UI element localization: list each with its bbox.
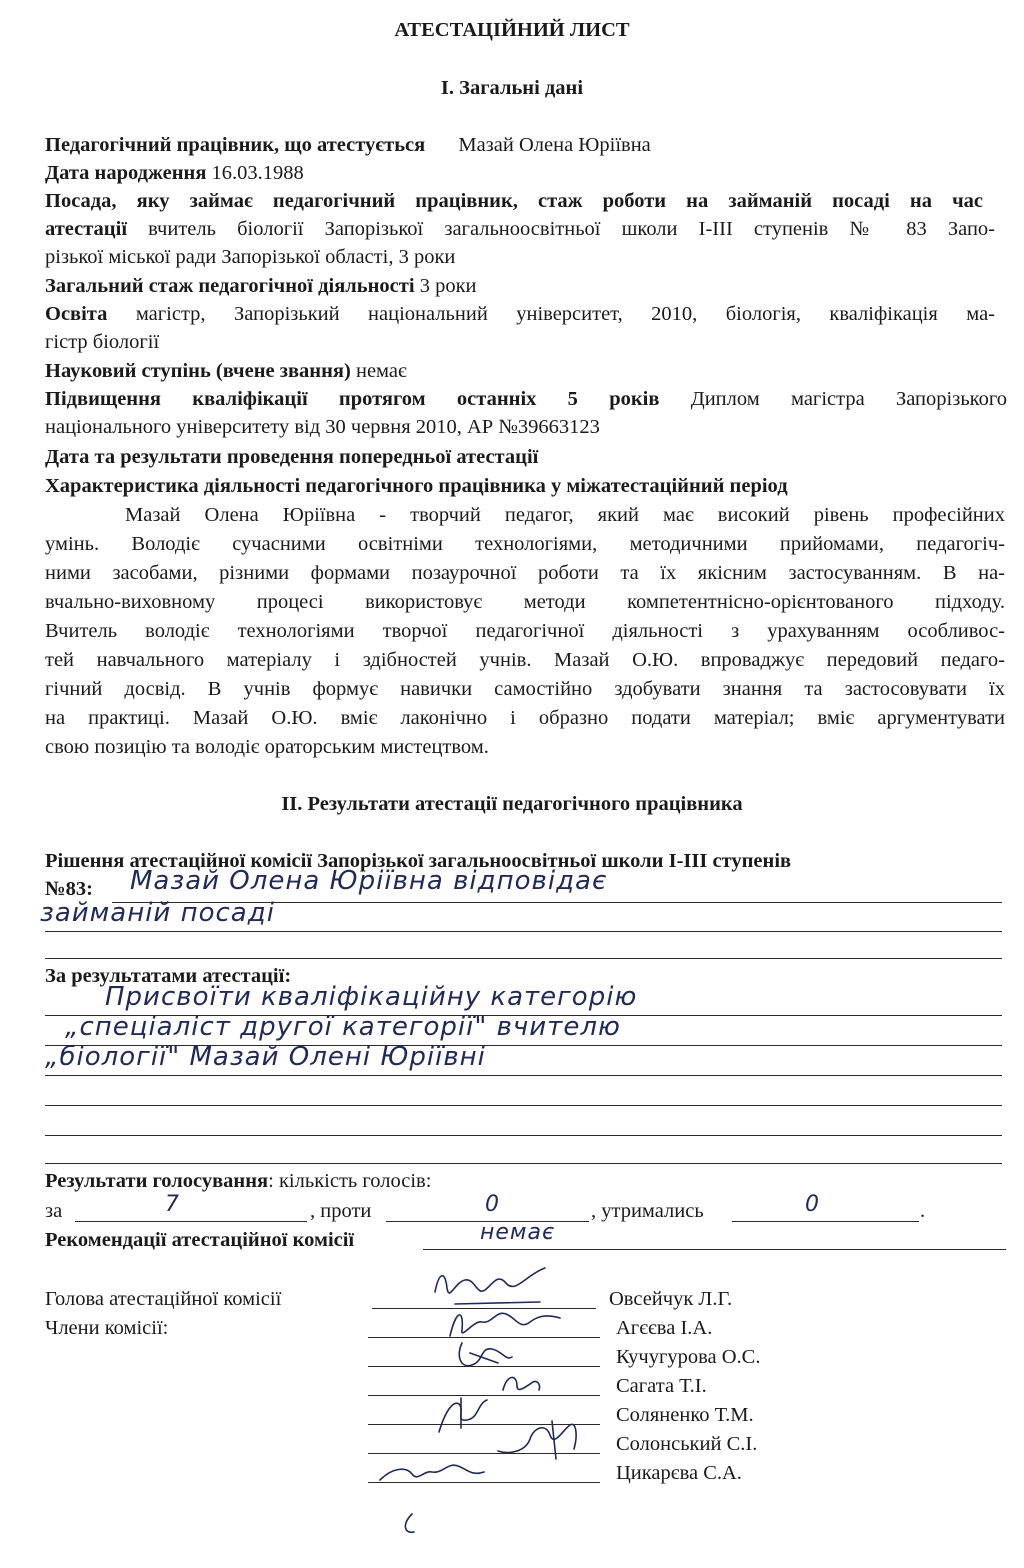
for-line bbox=[75, 1221, 307, 1222]
results-handwritten-1: Присвоїти кваліфікаційну категорію bbox=[105, 982, 638, 1012]
training-value-line-1: Диплом магістра Запорізького bbox=[690, 388, 1007, 410]
member-name-1: Агєєва І.А. bbox=[616, 1317, 713, 1339]
characteristic-line-9: свою позицію та володіє ораторським мистецтвом. bbox=[45, 736, 489, 758]
decision-handwritten-2: займаній посаді bbox=[40, 898, 275, 928]
characteristic-line-6: тей навчального матеріалу і здібностей учнів. Мазай О.Ю. впроваджує передовий педаго- bbox=[45, 649, 1005, 671]
characteristic-line-1: Мазай Олена Юріївна - творчий педагог, який має високий рівень професійних bbox=[125, 504, 1005, 526]
characteristic-line-5: Вчитель володіє технологіями творчої педагогічної діяльності з урахуванням особливос- bbox=[45, 620, 1005, 642]
abstain-period: . bbox=[920, 1200, 926, 1222]
member-name-2: Кучугурова О.С. bbox=[616, 1346, 761, 1368]
experience-label: Загальний стаж педагогічної діяльності bbox=[45, 275, 415, 297]
voting-label: Результати голосування bbox=[45, 1170, 269, 1192]
characteristic-line-8: на практиці. Мазай О.Ю. вміє лаконічно і образно подати матеріал; вміє аргументувати bbox=[45, 707, 1005, 729]
worker-label: Педагогічний працівник, що атестується bbox=[45, 134, 426, 156]
member-name-5: Солонський С.І. bbox=[616, 1433, 758, 1455]
member-signature-6 bbox=[372, 1450, 492, 1540]
characteristic-line-7: гічний досвід. В учнів формує навички самостійно здобувати знання та застосовувати їх bbox=[45, 678, 1005, 700]
member-name-4: Соляненко Т.М. bbox=[616, 1404, 754, 1426]
abstain-value: 0 bbox=[805, 1192, 820, 1217]
member-name-3: Сагата Т.І. bbox=[616, 1375, 707, 1397]
characteristic-label: Характеристика діяльності педагогічного працівника у міжатестаційний період bbox=[45, 475, 788, 497]
results-line-5 bbox=[45, 1135, 1002, 1136]
training-label: Підвищення кваліфікації протягом останніх 5 років bbox=[45, 388, 660, 410]
against-value: 0 bbox=[485, 1192, 500, 1217]
training-row bbox=[45, 387, 1007, 411]
abstain-line bbox=[732, 1221, 919, 1222]
results-handwritten-3: „біології" Мазай Олені Юріївні bbox=[45, 1042, 486, 1072]
birth-label: Дата народження bbox=[45, 162, 207, 184]
section-1-heading: I. Загальні дані bbox=[440, 77, 584, 99]
results-handwritten-2: „спеціаліст другої категорії" вчителю bbox=[65, 1012, 621, 1042]
characteristic-line-2: умінь. Володіє сучасними освітніми технологіями, методичними прийомами, педагогіч- bbox=[45, 533, 1005, 555]
decision-line-2 bbox=[45, 931, 1002, 932]
chair-name: Овсейчук Л.Г. bbox=[609, 1288, 733, 1310]
position-value-line-2: різької міської ради Запорізької області, 3 роки bbox=[45, 246, 456, 268]
chair-label: Голова атестаційної комісії bbox=[45, 1288, 282, 1310]
recommendations-line bbox=[423, 1249, 1006, 1250]
experience-value: 3 роки bbox=[419, 275, 477, 297]
position-label-line-1: Посада, яку займає педагогічний працівник, стаж роботи на займаній посаді на час bbox=[45, 190, 983, 212]
decision-label-line-1: Рішення атестаційної комісії Запорізької загальноосвітньої школи I-III ступенів bbox=[45, 850, 792, 872]
abstain-label: , утримались bbox=[591, 1200, 704, 1222]
training-value-line-2: національного університету від 30 червня 2010, АР №39663123 bbox=[45, 416, 600, 438]
members-label: Члени комісії: bbox=[45, 1317, 169, 1339]
decision-handwritten-1: Мазай Олена Юріївна відповідає bbox=[130, 866, 608, 896]
education-row bbox=[45, 302, 995, 326]
results-line-3 bbox=[45, 1075, 1002, 1076]
decision-line-3 bbox=[45, 958, 1002, 959]
position-label-line-2: атестації bbox=[45, 218, 128, 240]
decision-label-line-2: №83: bbox=[45, 878, 93, 900]
education-label: Освіта bbox=[45, 303, 108, 325]
for-label: за bbox=[45, 1200, 63, 1222]
section-2-heading: II. Результати атестації педагогічного працівника bbox=[281, 793, 743, 815]
results-line-6 bbox=[45, 1163, 1002, 1164]
results-line-4 bbox=[45, 1105, 1002, 1106]
degree-value: немає bbox=[355, 360, 407, 382]
results-label: За результатами атестації: bbox=[45, 965, 292, 987]
position-value-line-1: вчитель біології Запорізької загальноосвітньої школи I-III ступенів № 83 Запо- bbox=[148, 218, 995, 240]
education-value-line-2: гістр біології bbox=[45, 331, 160, 353]
characteristic-line-4: вчально-виховному процесі використовує методи компетентнісно-орієнтованого підходу. bbox=[45, 591, 1005, 613]
degree-row bbox=[45, 359, 407, 383]
voting-row bbox=[45, 1169, 431, 1193]
experience-row bbox=[45, 274, 477, 298]
member-name-6: Цикарєва С.А. bbox=[616, 1462, 742, 1484]
prev-attestation-label: Дата та результати проведення попередньої атестації bbox=[45, 446, 539, 468]
against-label: , проти bbox=[310, 1200, 372, 1222]
recommendations-label: Рекомендації атестаційної комісії bbox=[45, 1229, 355, 1251]
worker-name: Мазай Олена Юріївна bbox=[458, 134, 651, 156]
position-row bbox=[45, 217, 995, 241]
characteristic-line-3: ними засобами, різними формами позаурочної роботи та їх якісним застосуванням. В на- bbox=[45, 562, 1005, 584]
worker-row bbox=[45, 133, 651, 157]
birth-value: 16.03.1988 bbox=[211, 162, 304, 184]
member-signature-3 bbox=[495, 1368, 545, 1398]
member-signature-4 bbox=[425, 1392, 495, 1437]
degree-label: Науковий ступінь (вчене звання) bbox=[45, 360, 351, 382]
document-title: АТЕСТАЦІЙНИЙ ЛИСТ bbox=[394, 19, 630, 41]
recommendations-value: немає bbox=[480, 1220, 556, 1245]
birth-row bbox=[45, 161, 304, 185]
member-signature-5 bbox=[490, 1415, 585, 1465]
for-value: 7 bbox=[165, 1192, 180, 1217]
voting-suffix: : кількість голосів: bbox=[268, 1170, 432, 1192]
education-value-line-1: магістр, Запорізький національний університет, 2010, біологія, кваліфікація ма- bbox=[135, 303, 996, 325]
